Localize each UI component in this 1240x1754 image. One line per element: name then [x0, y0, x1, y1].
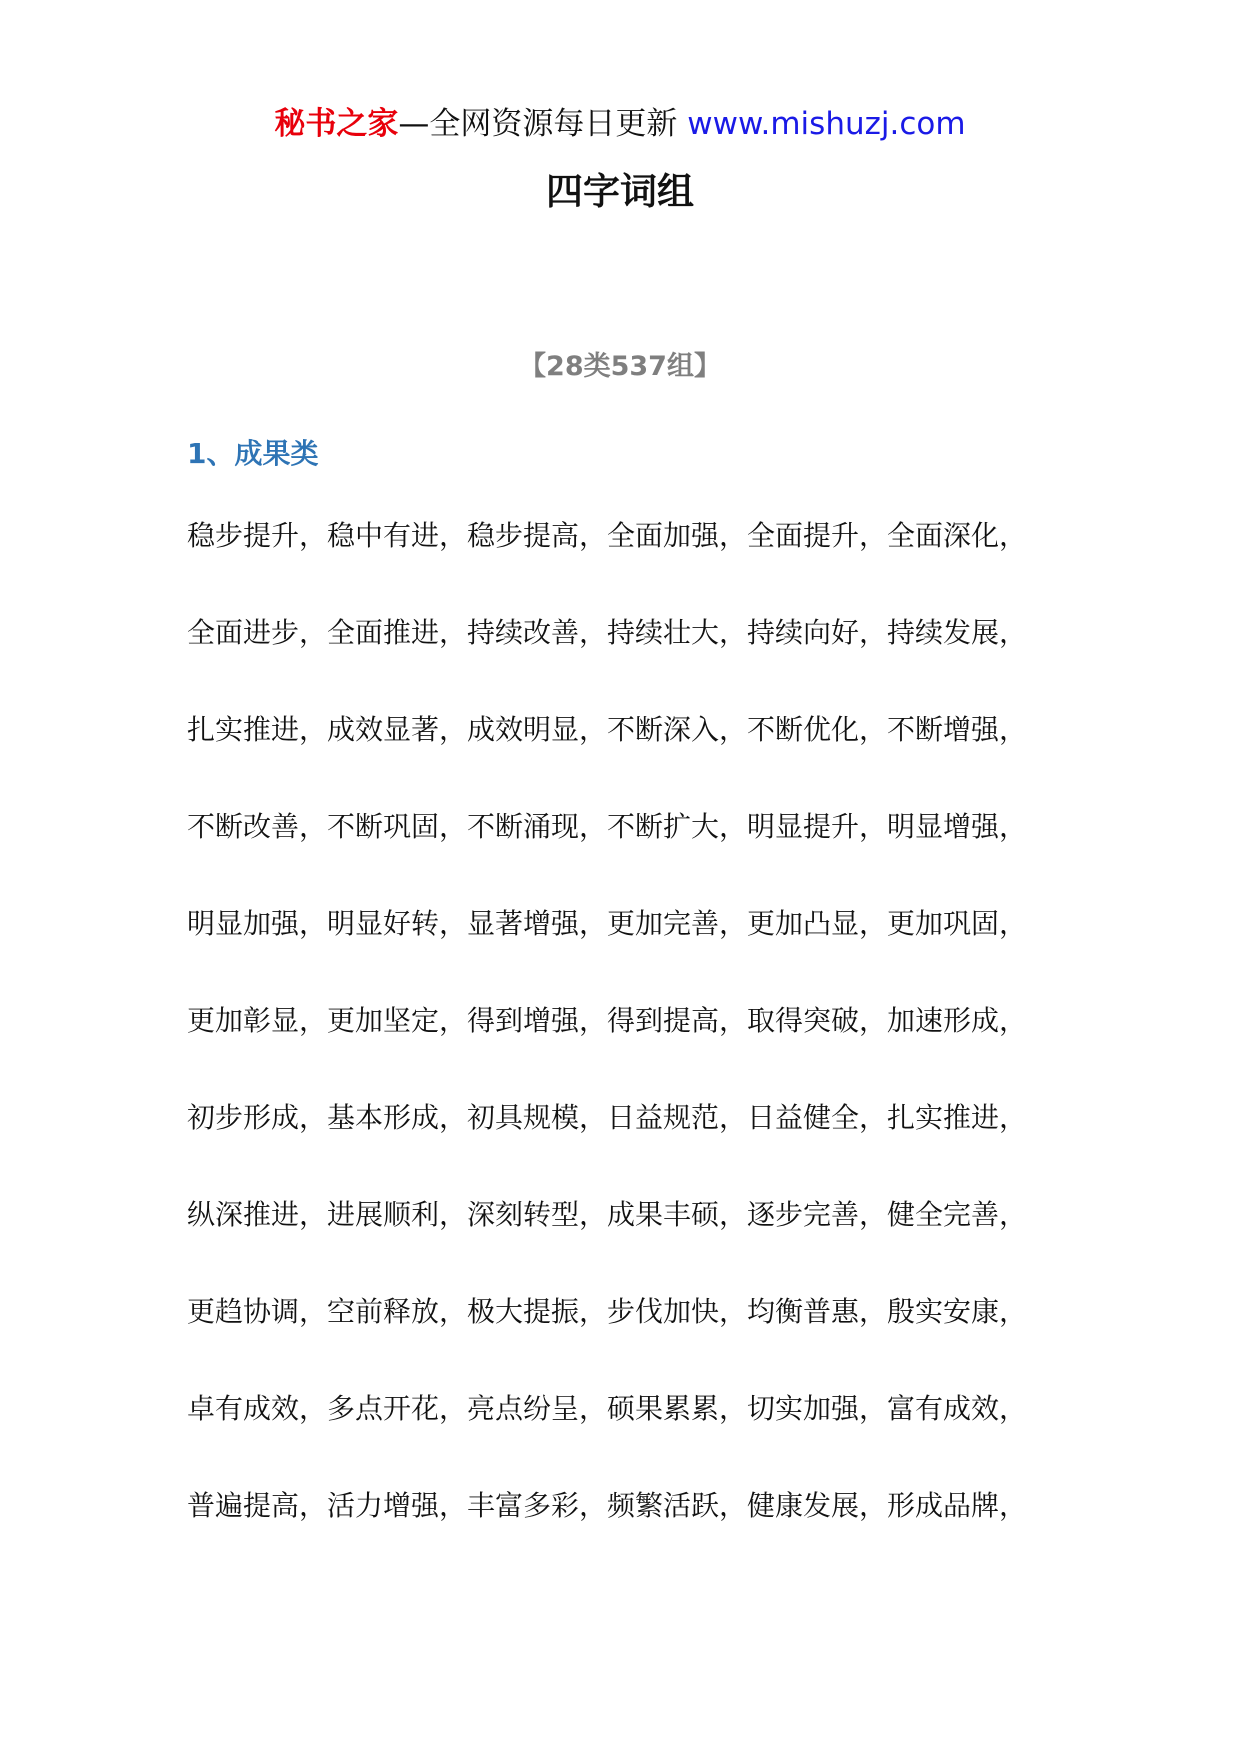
text-line: 卓有成效，多点开花，亮点纷呈，硕果累累，切实加强，富有成效， [187, 1392, 1028, 1425]
text-line: 初步形成，基本形成，初具规模，日益规范，日益健全，扎实推进， [187, 1101, 1028, 1134]
text-line: 全面进步，全面推进，持续改善，持续壮大，持续向好，持续发展， [187, 616, 1028, 649]
text-line: 扎实推进，成效显著，成效明显，不断深入，不断优化，不断增强， [187, 713, 1028, 746]
section-body [187, 512, 1067, 1579]
section-heading: 1、成果类 [187, 437, 319, 470]
text-line: 更加彰显，更加坚定，得到增强，得到提高，取得突破，加速形成， [187, 1004, 1028, 1037]
text-line: 纵深推进，进展顺利，深刻转型，成果丰硕，逐步完善，健全完善， [187, 1198, 1028, 1231]
text-line: 稳步提升，稳中有进，稳步提高，全面加强，全面提升，全面深化， [187, 519, 1028, 552]
text-line: 不断改善，不断巩固，不断涌现，不断扩大，明显提升，明显增强， [187, 810, 1028, 843]
document-title: 四字词组 [546, 170, 694, 213]
header-slogan: —全网资源每日更新 [398, 106, 678, 142]
brand-name: 秘书之家 [274, 106, 399, 142]
text-line: 普遍提高，活力增强，丰富多彩，频繁活跃，健康发展，形成品牌， [187, 1489, 1028, 1522]
site-header [0, 100, 1240, 148]
text-line: 更趋协调，空前释放，极大提振，步伐加快，均衡普惠，殷实安康， [187, 1295, 1028, 1328]
document-subtitle: 【28类537组】 [519, 351, 721, 382]
site-url-link[interactable]: www.mishuzj.com [687, 106, 966, 142]
text-line: 明显加强，明显好转，显著增强，更加完善，更加凸显，更加巩固， [187, 907, 1028, 940]
